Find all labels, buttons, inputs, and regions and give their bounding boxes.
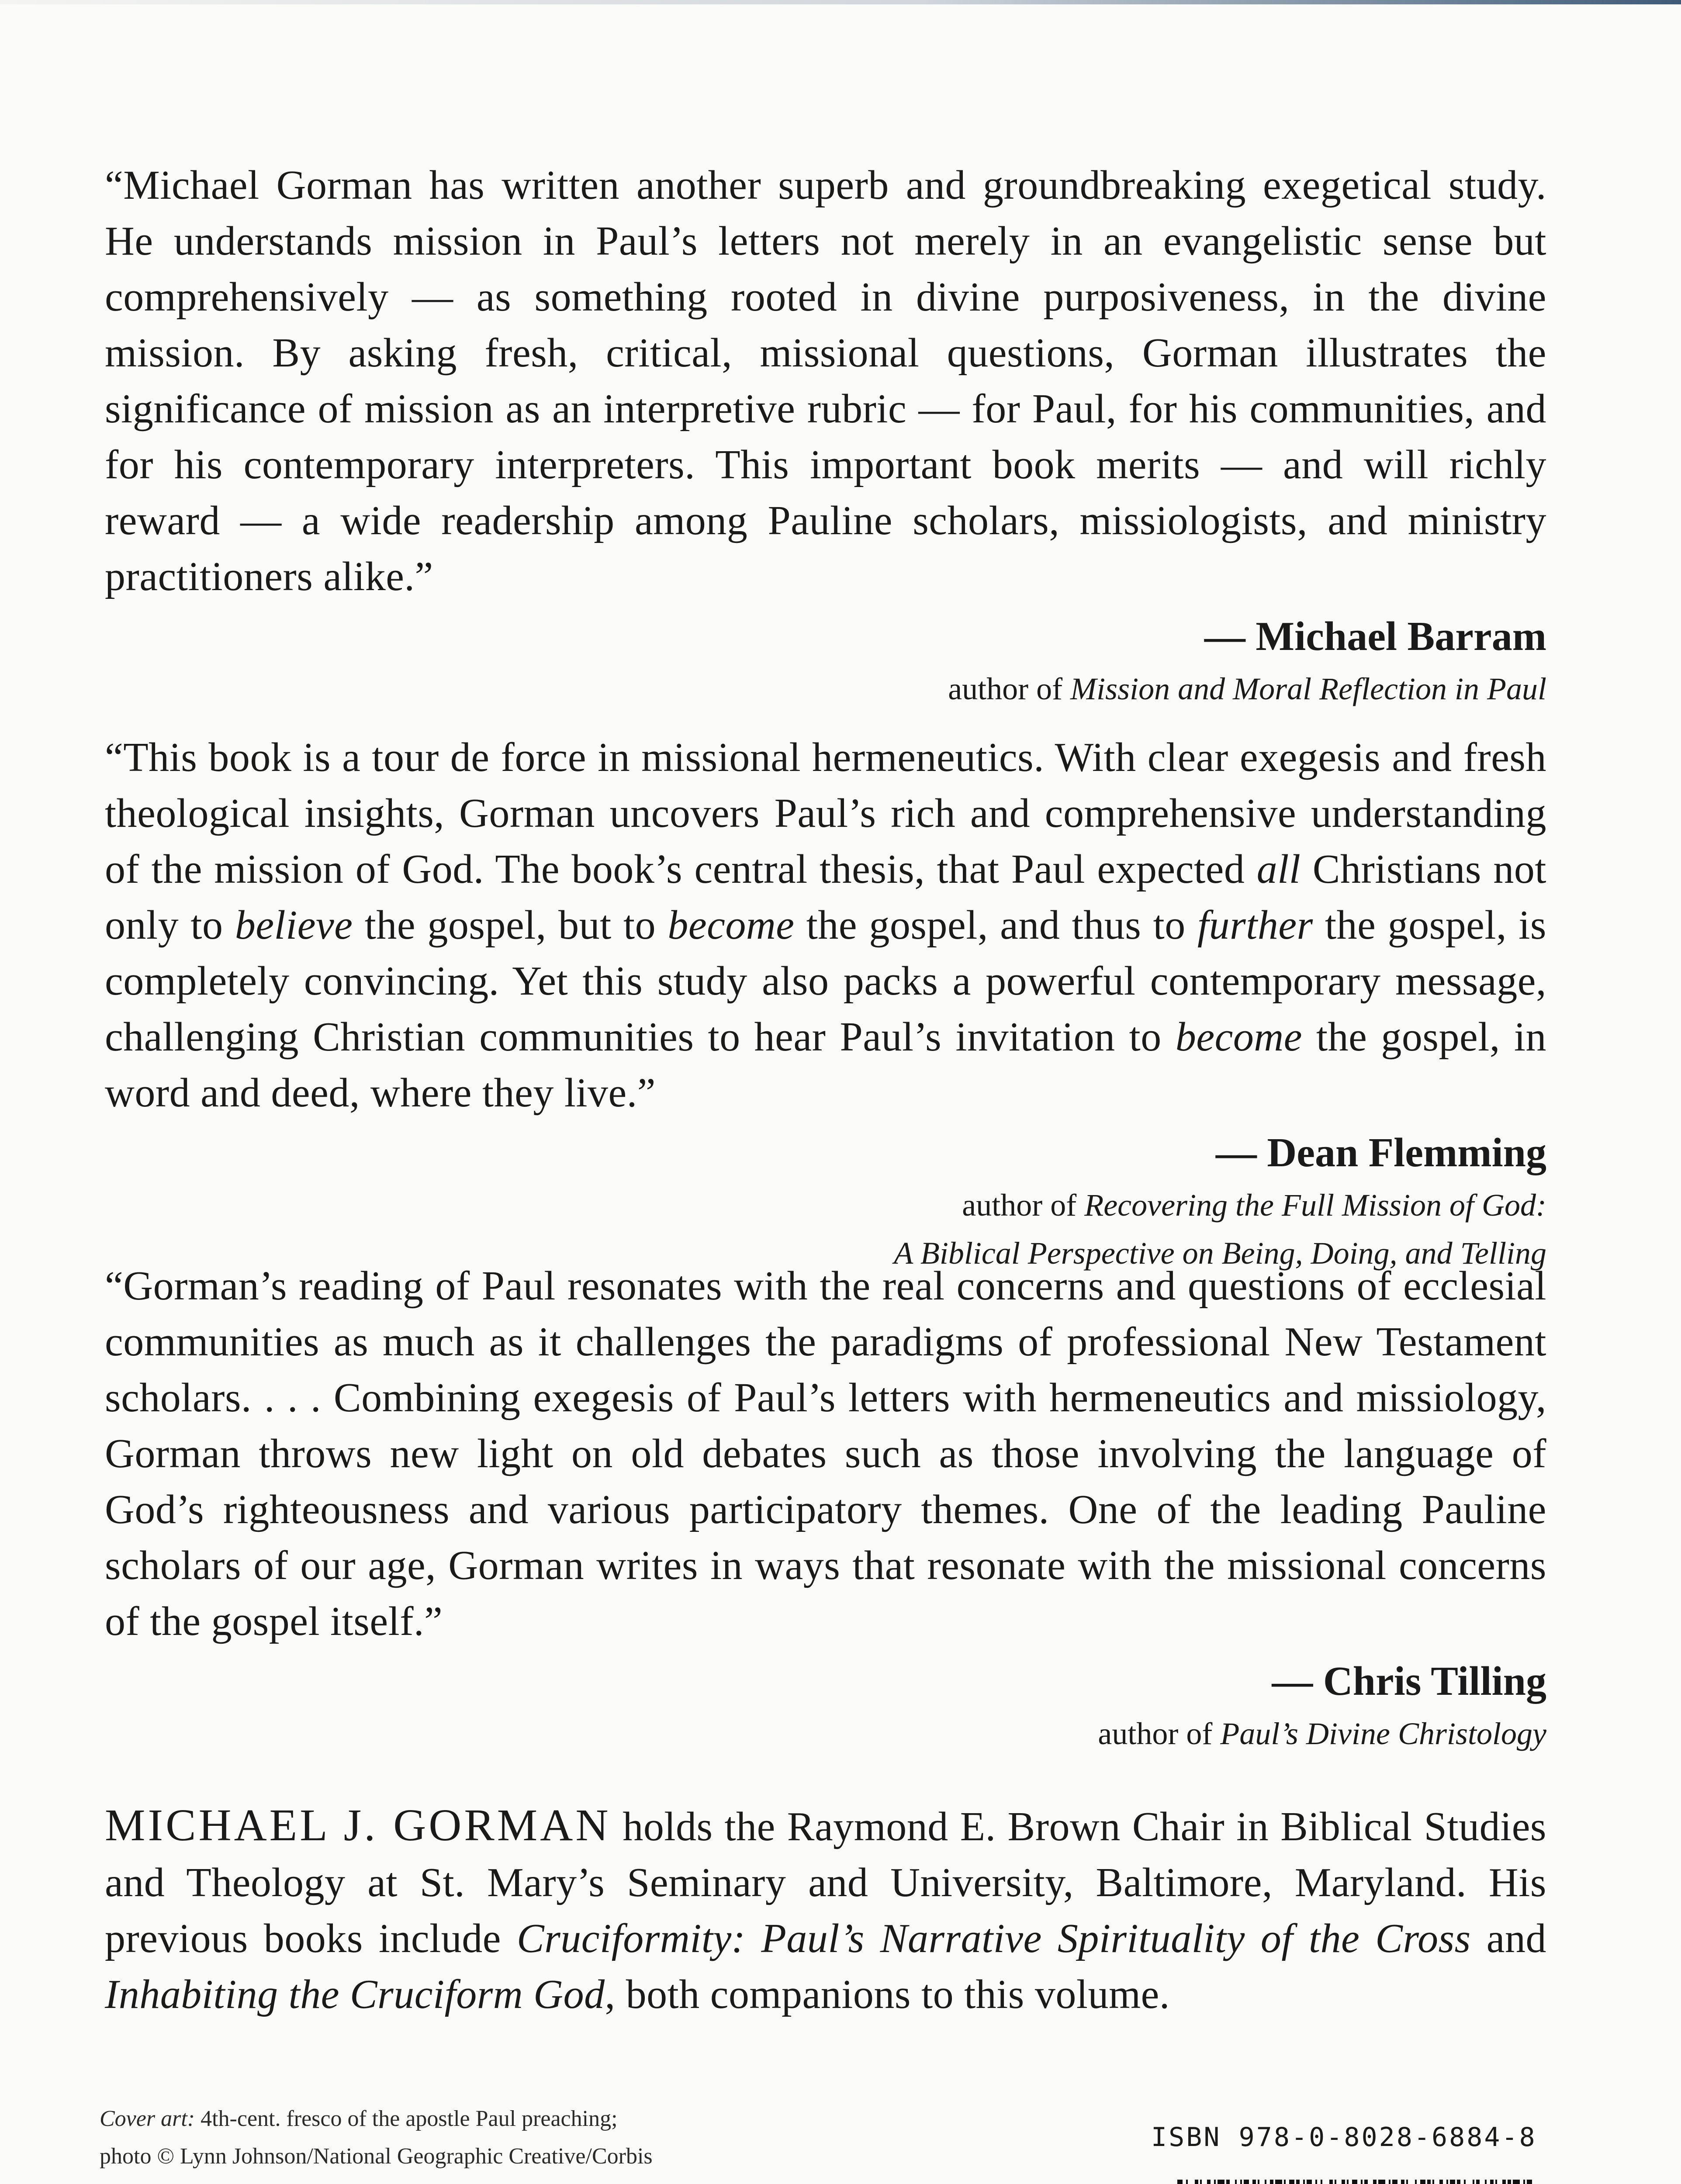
barcode-bar [1177, 2180, 1183, 2184]
barcode-bar [1200, 2180, 1202, 2184]
source-title: Recovering the Full Mission of God: [1084, 1188, 1546, 1223]
endorsement-tilling [105, 1258, 1546, 1758]
barcode-bar [1389, 2180, 1390, 2184]
barcode-bar [1427, 2180, 1431, 2184]
endorsement-quote [105, 729, 1546, 1121]
endorsement-author: — Chris Tilling [1272, 1659, 1546, 1704]
barcode-bar [1415, 2180, 1417, 2184]
barcode-bar [1275, 2180, 1282, 2184]
quote-part: the gospel, and thus to [794, 902, 1198, 948]
source-prefix: author of [962, 1188, 1085, 1223]
barcode-bar [1364, 2180, 1368, 2184]
credit-text: 4th-cent. fresco of the apostle Paul preaching; [195, 2106, 618, 2131]
barcode-bar [1495, 2180, 1497, 2184]
barcode-bar [1186, 2180, 1188, 2184]
barcode-bar [1315, 2180, 1317, 2184]
barcode-bar [1513, 2180, 1520, 2184]
barcode-bar [1284, 2180, 1286, 2184]
credit-label: Cover art: [100, 2106, 195, 2131]
bio-part: , both companions to this volume. [605, 1972, 1170, 2017]
barcode-bar [1265, 2180, 1266, 2184]
barcode-bar [1226, 2180, 1230, 2184]
barcode-bar [1464, 2180, 1466, 2184]
barcode-bar [1450, 2180, 1455, 2184]
endorsement-source [105, 665, 1546, 713]
endorsement-quote: “Gorman’s reading of Paul resonates with the real concerns and questions of ecclesial communities as much as it challenges the paradigms of professional New Testament scholars. . . . Combining exegesis of Paul’s letters with hermeneutics and missiology, Gorman throws new light on old debates such as those involving the language of God’s righteousness and various participatory themes. One of the leading Pauline scholars of our age, Gorman writes in ways that resonate with the missional concerns of the gospel itself.” [105, 1263, 1546, 1644]
barcode-bar [1270, 2180, 1273, 2184]
barcode-bar [1335, 2180, 1336, 2184]
endorsement-quote: “Michael Gorman has written another superb and groundbreaking exegetical study. He understands mission in Paul’s letters not merely in an evangelistic sense but comprehensively — as something rooted in divine purposiveness, in the divine mission. By asking fresh, critical, missional questions, Gorman illustrates the significance of mission as an interpretive rubric — for Paul, for his communities, and for his contemporary interpreters. This important book merits — and will richly reward — a wide readership among Pauline scholars, missiologists, and ministry practitioners alike.” [105, 162, 1546, 599]
bio-part: and [1470, 1916, 1546, 1961]
quote-emphasis: all [1256, 847, 1301, 892]
photo-credit: photo © Lynn Johnson/National Geographic Creative/Corbis [100, 2144, 653, 2169]
barcode-bar [1527, 2180, 1532, 2184]
quote-part: the gospel, is completely convincing. Yet this study also packs a powerful contemporary message, challenging Christian communities to hear Paul’s invitation to [105, 902, 1547, 1060]
barcode-bar [1218, 2180, 1224, 2184]
quote-emphasis: become [1175, 1014, 1302, 1060]
endorsement-barram [105, 157, 1546, 713]
bio-book-title: Inhabiting the Cruciform God [105, 1972, 605, 2017]
barcode-bar [1214, 2180, 1216, 2184]
barcode-bar [1502, 2180, 1506, 2184]
barcode-bar [1457, 2180, 1460, 2184]
barcode-bar [1473, 2180, 1474, 2184]
barcode [1151, 2180, 1544, 2184]
barcode-bar [1490, 2180, 1494, 2184]
barcode-bar [1401, 2180, 1404, 2184]
bio-part: holds the Raymond E. Brown Chair in Biblical Studies and Theology at St. Mary’s Seminary and University, Baltimore, Maryland. His previous books include [105, 1804, 1546, 1961]
source-title: Mission and Moral Reflection in Paul [1070, 671, 1546, 706]
barcode-bar [1373, 2180, 1377, 2184]
barcode-bar [1378, 2180, 1385, 2184]
barcode-bar [1307, 2180, 1312, 2184]
barcode-bar [1347, 2180, 1349, 2184]
barcode-bar [1361, 2180, 1363, 2184]
barcode-bar [1523, 2180, 1525, 2184]
barcode-bar [1432, 2180, 1434, 2184]
author-bio [105, 1797, 1546, 2022]
author-name: MICHAEL J. GORMAN [105, 1800, 611, 1850]
endorsement-source [105, 1181, 1546, 1229]
barcode-bar [1420, 2180, 1425, 2184]
barcode-bar [1439, 2180, 1443, 2184]
quote-emphasis: believe [235, 902, 353, 948]
barcode-bar [1406, 2180, 1408, 2184]
barcode-bar [1321, 2180, 1322, 2184]
barcode-bar [1392, 2180, 1397, 2184]
quote-emphasis: become [668, 902, 795, 948]
quote-part: the gospel, in word and deed, where they live.” [105, 1014, 1546, 1116]
endorsement-author: — Michael Barram [1204, 614, 1546, 659]
barcode-bar [1258, 2180, 1259, 2184]
barcode-bar [1252, 2180, 1256, 2184]
barcode-bar [1485, 2180, 1487, 2184]
barcode-bar [1446, 2180, 1448, 2184]
isbn-label: ISBN 978-0-8028-6884-8 [1151, 2122, 1537, 2153]
barcode-bar [1329, 2180, 1333, 2184]
endorsement-flemming [105, 729, 1546, 1277]
source-prefix: author of [948, 671, 1071, 706]
quote-part: Christians not only to [105, 847, 1546, 948]
source-title-subtitle: A Biblical Perspective on Being, Doing, and Telling [894, 1236, 1546, 1271]
quote-part: “This book is a tour de force in missional hermeneutics. With clear exegesis and fresh theological insights, Gorman uncovers Paul’s rich and comprehensive understanding of the mission of God. The book’s central thesis, that Paul expected [105, 735, 1546, 892]
barcode-bar [1240, 2180, 1242, 2184]
top-edge-band [0, 0, 1681, 4]
barcode-bar [1289, 2180, 1294, 2184]
barcode-bar [1195, 2180, 1198, 2184]
barcode-bar [1352, 2180, 1357, 2184]
barcode-bar [1342, 2180, 1345, 2184]
barcode-bar [1244, 2180, 1249, 2184]
endorsement-source [105, 1710, 1546, 1758]
quote-part: the gospel, but to [353, 902, 668, 948]
source-title: Paul’s Divine Christology [1220, 1716, 1546, 1751]
barcode-bar [1296, 2180, 1300, 2184]
source-prefix: author of [1098, 1716, 1221, 1751]
cover-art-credit [100, 2100, 886, 2138]
barcode-bar [1303, 2180, 1305, 2184]
cover-credits [100, 2100, 886, 2184]
bio-book-title: Cruciformity: Paul’s Narrative Spirituality of the Cross [517, 1916, 1471, 1961]
barcode-bar [1235, 2180, 1237, 2184]
barcode-bar [1476, 2180, 1480, 2184]
barcode-bar [1207, 2180, 1211, 2184]
barcode-bar [1508, 2180, 1511, 2184]
author-bio-text [105, 1797, 1546, 2022]
quote-emphasis: further [1197, 902, 1313, 948]
endorsement-author: — Dean Flemming [1215, 1130, 1546, 1175]
